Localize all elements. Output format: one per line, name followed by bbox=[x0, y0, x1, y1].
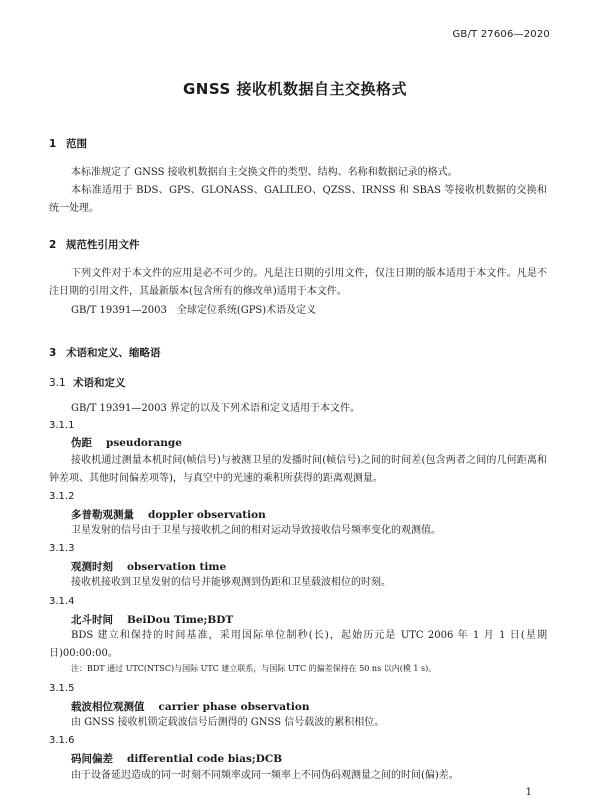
subsection-3-1-heading bbox=[49, 375, 126, 390]
section-1-heading bbox=[49, 136, 87, 151]
subsection-number: 3.1 bbox=[49, 377, 66, 389]
section-2-paragraph: 下列文件对于本文件的应用是必不可少的。凡是注日期的引用文件，仅注日期的版本适用于本文件。凡是不注日期的引用文件，其最新版本(包含所有的修改单)适用于本文件。 bbox=[49, 268, 547, 297]
term-heading bbox=[71, 507, 266, 522]
term-definition: 由 GNSS 接收机锁定载波信号后测得的 GNSS 信号载波的累积相位。 bbox=[71, 717, 385, 728]
term-definition: 接收机接收到卫星发射的信号并能够观测到伪距和卫星载波相位的时刻。 bbox=[71, 577, 391, 588]
term-chinese: 多普勒观测量 bbox=[71, 509, 134, 521]
term-number: 3.1.3 bbox=[49, 543, 75, 554]
term-definition: BDS 建立和保持的时间基准，采用国际单位制秒(长)，起始历元是 UTC 2006 年 1 月 1 日(星期日)00:00:00。 bbox=[49, 630, 547, 659]
subsection-title: 术语和定义 bbox=[73, 377, 126, 389]
term-heading bbox=[71, 751, 282, 766]
section-title: 术语和定义、缩略语 bbox=[66, 347, 161, 359]
term-english: observation time bbox=[127, 561, 227, 573]
term-number: 3.1.1 bbox=[49, 420, 75, 431]
section-title: 规范性引用文件 bbox=[66, 239, 140, 251]
page-title: GNSS 接收机数据自主交换格式 bbox=[182, 80, 408, 98]
term-number: 3.1.6 bbox=[49, 735, 75, 746]
term-chinese: 码间偏差 bbox=[71, 753, 113, 765]
standard-code: GB/T 27606—2020 bbox=[452, 29, 550, 40]
term-english: doppler observation bbox=[148, 509, 266, 521]
term-chinese: 北斗时间 bbox=[71, 614, 113, 626]
subsection-3-1-intro: GB/T 19391—2003 界定的以及下列术语和定义适用于本文件。 bbox=[71, 403, 360, 414]
term-chinese: 载波相位观测值 bbox=[71, 701, 145, 713]
term-heading bbox=[71, 559, 226, 574]
term-heading bbox=[71, 435, 182, 450]
term-number: 3.1.2 bbox=[49, 491, 75, 502]
page-number: 1 bbox=[525, 787, 532, 798]
term-english: differential code bias;DCB bbox=[127, 753, 283, 765]
section-1-paragraph-1: 本标准规定了 GNSS 接收机数据自主交换文件的类型、结构、名称和数据记录的格式。 bbox=[71, 167, 458, 178]
section-number: 3 bbox=[49, 347, 57, 359]
term-chinese: 观测时刻 bbox=[71, 561, 113, 573]
term-definition: 由于设备延迟造成的同一时刻不同频率或同一频率上不同伪码观测量之间的时间(偏)差。 bbox=[71, 770, 459, 781]
term-number: 3.1.4 bbox=[49, 596, 75, 607]
section-number: 1 bbox=[49, 138, 57, 150]
term-chinese: 伪距 bbox=[71, 437, 92, 449]
term-english: carrier phase observation bbox=[158, 701, 310, 713]
term-heading bbox=[71, 612, 233, 627]
section-3-heading bbox=[49, 345, 161, 360]
term-english: pseudorange bbox=[106, 437, 182, 449]
term-number: 3.1.5 bbox=[49, 683, 75, 694]
term-definition: 接收机通过测量本机时间(帧信号)与被测卫星的发播时间(帧信号)之间的时间差(包含两者之间的几何距离和钟差项、其他时间偏差项等)，与真空中的光速的乘积所获得的距离观测量。 bbox=[49, 455, 547, 484]
term-note: 注：BDT 通过 UTC(NTSC)与国际 UTC 建立联系，与国际 UTC 的偏差保持在 50 ns 以内(模 1 s)。 bbox=[71, 664, 437, 673]
normative-reference: GB/T 19391—2003 全球定位系统(GPS)术语及定义 bbox=[71, 305, 317, 316]
term-english: BeiDou Time;BDT bbox=[127, 614, 234, 626]
section-2-heading bbox=[49, 237, 140, 252]
section-title: 范围 bbox=[66, 138, 87, 150]
section-number: 2 bbox=[49, 239, 57, 251]
section-1-paragraph-2: 本标准适用于 BDS、GPS、GLONASS、GALILEO、QZSS、IRNSS 和 SBAS 等接收机数据的交换和统一处理。 bbox=[49, 185, 547, 214]
term-heading bbox=[71, 699, 310, 714]
term-definition: 卫星发射的信号由于卫星与接收机之间的相对运动导致接收信号频率变化的观测值。 bbox=[71, 525, 441, 536]
